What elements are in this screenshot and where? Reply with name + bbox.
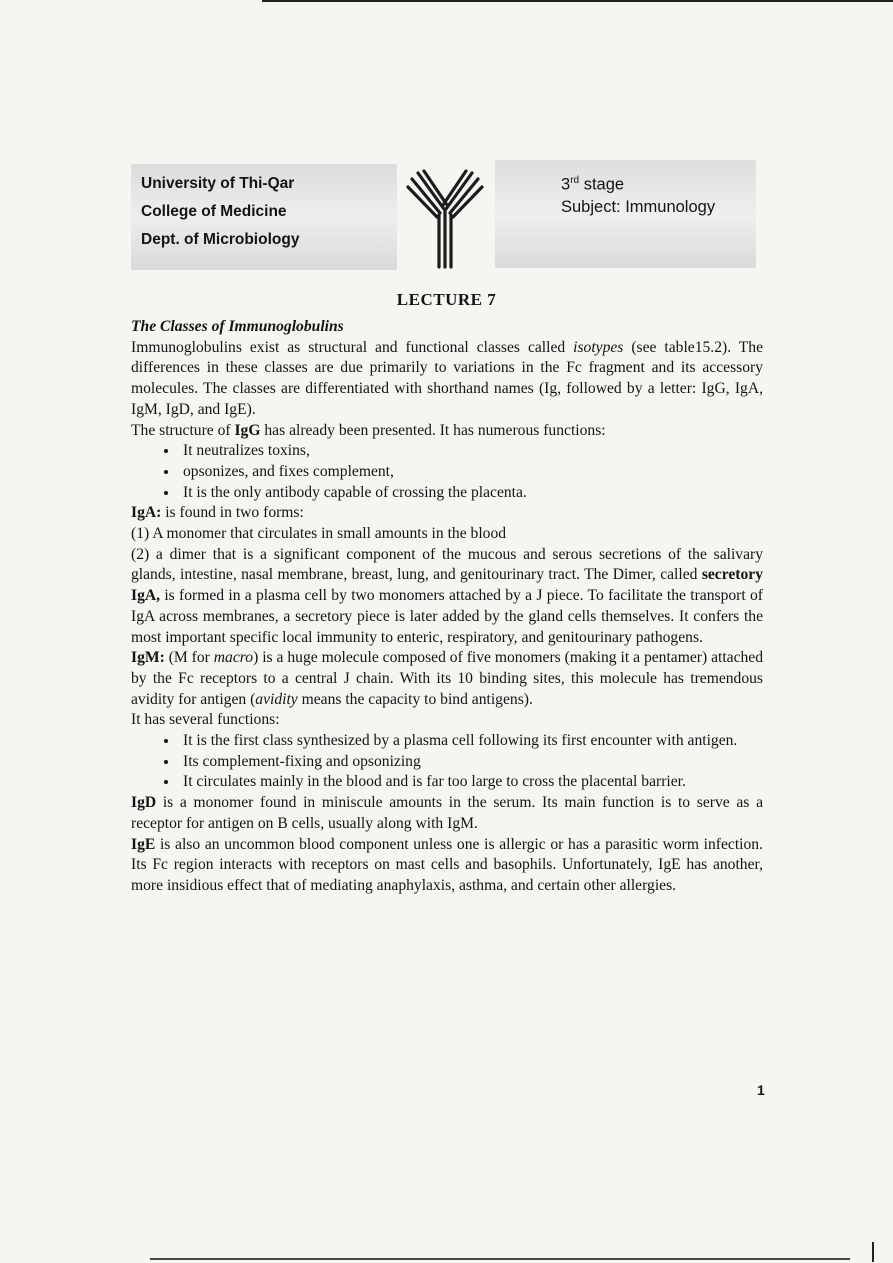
edge-mark <box>872 1242 874 1262</box>
list-item: • opsonizes, and fixes complement, <box>179 462 763 483</box>
department-name: Dept. of Microbiology <box>141 231 300 248</box>
top-rule <box>262 0 893 2</box>
lecture-body <box>131 317 763 897</box>
section-title: The Classes of Immunoglobulins <box>131 318 344 335</box>
igg-paragraph: The structure of IgG has already been presented. It has numerous functions: <box>131 421 606 439</box>
bottom-rule <box>150 1258 850 1260</box>
ige-paragraph: IgE is also an uncommon blood component unless one is allergic or has a parasitic worm infection. Its Fc region interacts with receptors on mast cells and basophils. Unfortunately, IgE has another, more insidious effect that of mediating anaphylaxis, asthma, and certain other allergies. <box>131 835 763 894</box>
list-item: • It is the only antibody capable of crossing the placenta. <box>179 483 763 504</box>
igg-function-list <box>131 441 763 503</box>
iga-form-2: (2) a dimer that is a significant component of the mucous and serous secretions of the salivary glands, intestine, nasal membrane, breast, lung, and genitourinary tract. The Dimer, called secretory IgA, is formed in a plasma cell by two monomers attached by a J piece. To facilitate the transport of IgA across membranes, a secretory piece is later added by the gland cells themselves. It confers the most important specific local immunity to enteric, respiratory, and genitourinary pathogens. <box>131 545 763 646</box>
igm-functions-intro: It has several functions: <box>131 711 280 729</box>
iga-heading: IgA: is found in two forms: <box>131 504 304 522</box>
stage-label: 3rd stage <box>561 175 625 194</box>
subject-label: Subject: Immunology <box>561 197 716 216</box>
antibody-y-icon <box>404 165 486 270</box>
list-item: • It is the first class synthesized by a plasma cell following its first encounter with antigen. <box>179 731 763 752</box>
lecture-title: LECTURE 7 <box>396 290 497 309</box>
intro-paragraph: Immunoglobulins exist as structural and functional classes called isotypes (see table15.2). The differences in these classes are due primarily to variations in the Fc fragment and its accessory molecules. The classes are differentiated with shorthand names (Ig, followed by a letter: IgG, IgA, IgM, IgD, and IgE). <box>131 338 764 418</box>
college-name: College of Medicine <box>141 203 287 220</box>
page-number: 1 <box>757 1082 765 1098</box>
list-item: • It circulates mainly in the blood and is far too large to cross the placental barrier. <box>179 772 763 793</box>
iga-form-1: (1) A monomer that circulates in small amounts in the blood <box>131 525 507 543</box>
list-item: • Its complement-fixing and opsonizing <box>179 752 763 773</box>
list-item: • It neutralizes toxins, <box>179 441 763 462</box>
igm-function-list <box>131 731 763 793</box>
university-name: University of Thi-Qar <box>141 175 295 192</box>
igd-paragraph: IgD is a monomer found in miniscule amounts in the serum. Its main function is to serve as a receptor for antigen on B cells, usually along with IgM. <box>131 794 763 832</box>
institution-block <box>131 164 397 270</box>
igm-paragraph: IgM: (M for macro) is a huge molecule composed of five monomers (making it a pentamer) attached by the Fc receptors to a central J chain. With its 10 binding sites, this molecule has tremendous avidity for antigen (avidity means the capacity to bind antigens). <box>131 649 764 708</box>
course-block <box>495 160 756 268</box>
